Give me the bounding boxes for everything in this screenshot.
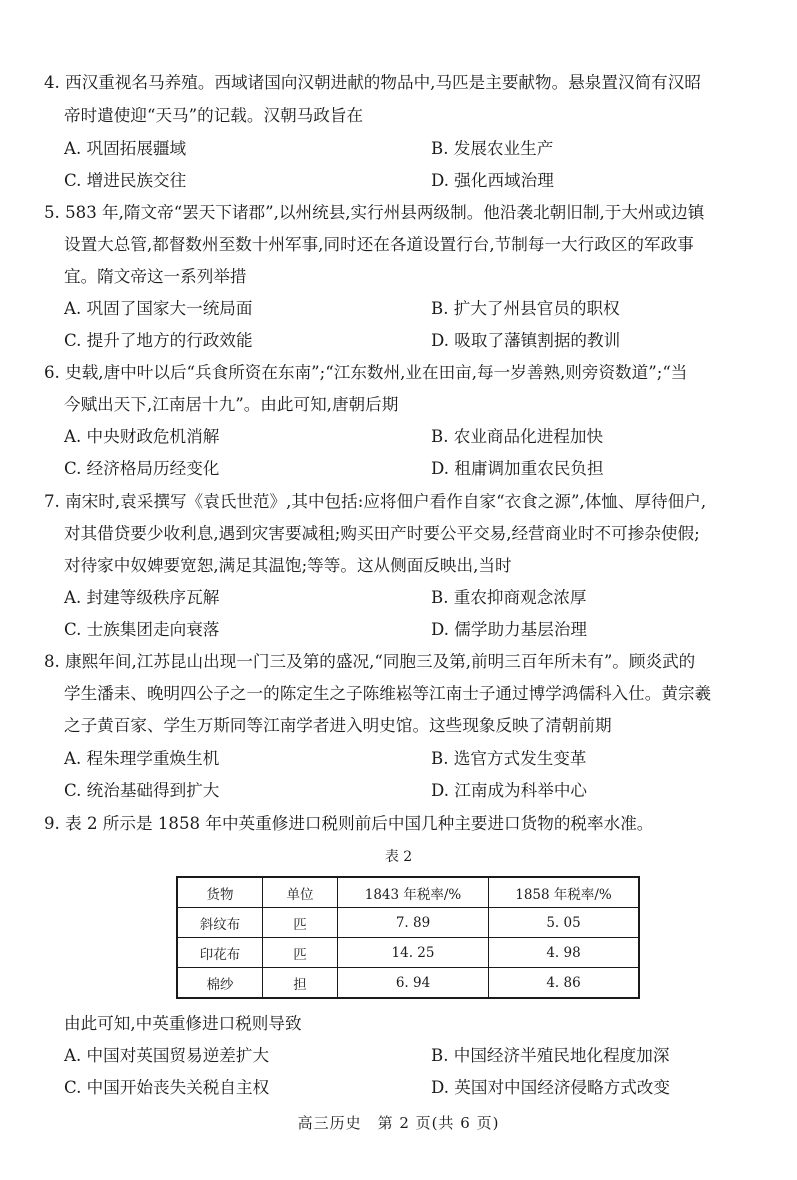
table-cell: 斜纹布 (177, 908, 263, 938)
tax-rate-table (176, 876, 640, 999)
q5-option-a[interactable]: A. 巩固了国家大一统局面 (64, 299, 253, 318)
table-row (177, 968, 639, 999)
q7-option-b[interactable]: B. 重农抑商观念浓厚 (431, 588, 587, 607)
q8-stem-line-2: 学生潘耒、晚明四公子之一的陈定生之子陈维崧等江南士子通过博学鸿儒科入仕。黄宗羲 (64, 684, 712, 703)
q8-option-a[interactable]: A. 程朱理学重焕生机 (64, 749, 220, 768)
table-cell: 7. 89 (338, 908, 489, 938)
q6-option-d[interactable]: D. 租庸调加重农民负担 (431, 459, 604, 478)
q4-stem-line-1: 4. 西汉重视名马养殖。西域诸国向汉朝进献的物品中,马匹是主要献物。悬泉置汉简有汉昭 (44, 73, 701, 92)
table-header-cell: 1843 年税率/% (338, 877, 489, 908)
q7-stem-line-3: 对待家中奴婢要宽恕,满足其温饱;等等。这从侧面反映出,当时 (64, 556, 512, 575)
q6-option-a[interactable]: A. 中央财政危机消解 (64, 427, 220, 446)
table-header-cell: 单位 (263, 877, 338, 908)
q9-option-a[interactable]: A. 中国对英国贸易逆差扩大 (64, 1046, 270, 1065)
q5-option-c[interactable]: C. 提升了地方的行政效能 (64, 331, 253, 350)
table-caption: 表 2 (384, 849, 413, 865)
table-cell: 匹 (263, 908, 338, 938)
q8-stem-line-1: 8. 康熙年间,江苏昆山出现一门三及第的盛况,“同胞三及第,前明三百年所未有”。顾炎武的 (44, 652, 696, 671)
q9-followup-line: 由此可知,中英重修进口税则导致 (64, 1014, 302, 1033)
q9-stem-line-1: 9. 表 2 所示是 1858 年中英重修进口税则前后中国几种主要进口货物的税率水准。 (44, 814, 654, 833)
q5-option-d[interactable]: D. 吸取了藩镇割据的教训 (431, 331, 621, 350)
q8-option-b[interactable]: B. 选官方式发生变革 (431, 749, 587, 768)
q5-option-b[interactable]: B. 扩大了州县官员的职权 (431, 299, 620, 318)
q9-option-d[interactable]: D. 英国对中国经济侵略方式改变 (431, 1078, 670, 1097)
table-cell: 印花布 (177, 938, 263, 968)
q9-option-c[interactable]: C. 中国开始丧失关税自主权 (64, 1078, 270, 1097)
table-cell: 14. 25 (338, 938, 489, 968)
q7-option-d[interactable]: D. 儒学助力基层治理 (431, 620, 588, 639)
q6-option-c[interactable]: C. 经济格局历经变化 (64, 459, 220, 478)
table-cell: 匹 (263, 938, 338, 968)
q8-option-d[interactable]: D. 江南成为科举中心 (431, 781, 588, 800)
q8-stem-line-3: 之子黄百家、学生万斯同等江南学者进入明史馆。这些现象反映了清朝前期 (64, 716, 612, 735)
q4-option-a[interactable]: A. 巩固拓展疆域 (64, 139, 187, 158)
q7-stem-line-2: 对其借贷要少收利息,遇到灾害要减租;购买田产时要公平交易,经营商业时不可掺杂使假; (64, 524, 700, 543)
page-footer: 高三历史 第 2 页(共 6 页) (297, 1114, 500, 1132)
q6-option-b[interactable]: B. 农业商品化进程加快 (431, 427, 604, 446)
q7-option-a[interactable]: A. 封建等级秩序瓦解 (64, 588, 220, 607)
table-cell: 5. 05 (489, 908, 640, 938)
table-header-cell: 1858 年税率/% (489, 877, 640, 908)
q6-stem-line-2: 今赋出天下,江南居十九”。由此可知,唐朝后期 (64, 395, 399, 414)
q4-option-b[interactable]: B. 发展农业生产 (431, 139, 554, 158)
q8-option-c[interactable]: C. 统治基础得到扩大 (64, 781, 220, 800)
table-cell: 4. 98 (489, 938, 640, 968)
table-row (177, 938, 639, 968)
q5-stem-line-1: 5. 583 年,隋文帝“罢天下诸郡”,以州统县,实行州县两级制。他沿袭北朝旧制,于大州或边镇 (44, 203, 705, 222)
table-cell: 担 (263, 968, 338, 999)
q7-stem-line-1: 7. 南宋时,袁采撰写《袁氏世范》,其中包括:应将佃户看作自家“衣食之源”,体恤、厚待佃户, (44, 492, 707, 511)
table-cell: 棉纱 (177, 968, 263, 999)
q5-stem-line-2: 设置大总管,都督数州至数十州军事,同时还在各道设置行台,节制每一大行政区的军政事 (64, 235, 694, 254)
q4-option-d[interactable]: D. 强化西域治理 (431, 171, 554, 190)
q9-option-b[interactable]: B. 中国经济半殖民地化程度加深 (431, 1046, 670, 1065)
q7-option-c[interactable]: C. 士族集团走向衰落 (64, 620, 220, 639)
table-header-row (177, 877, 639, 908)
table-cell: 4. 86 (489, 968, 640, 999)
q5-stem-line-3: 宜。隋文帝这一系列举措 (64, 267, 247, 286)
table-header-cell: 货物 (177, 877, 263, 908)
q4-option-c[interactable]: C. 增进民族交往 (64, 171, 187, 190)
q6-stem-line-1: 6. 史载,唐中叶以后“兵食所资在东南”;“江东数州,业在田亩,每一岁善熟,则旁资数道”;“当 (44, 363, 688, 382)
table-row (177, 908, 639, 938)
table-cell: 6. 94 (338, 968, 489, 999)
q4-stem-line-2: 帝时遣使迎“天马”的记载。汉朝马政旨在 (64, 106, 364, 125)
